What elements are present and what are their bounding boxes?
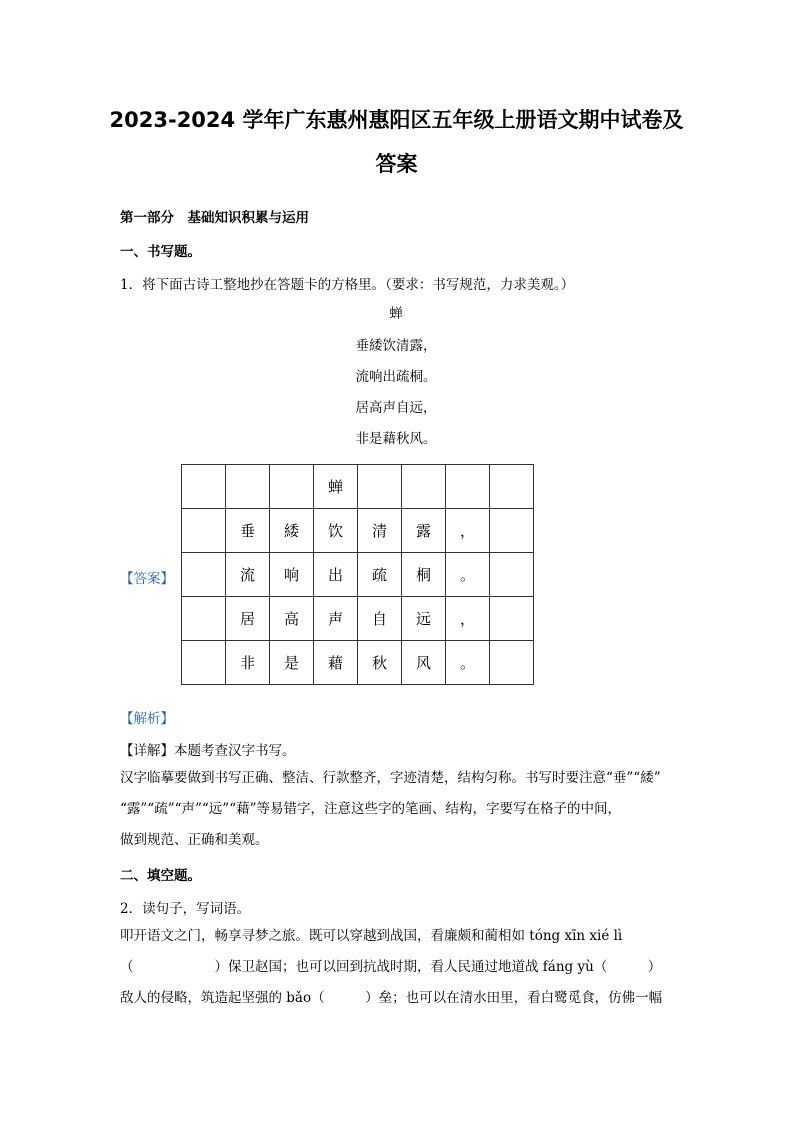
poem-line: 非是藉秋风。 [355, 431, 437, 447]
grid-cell: 自 [358, 597, 402, 641]
explanation-line: “露”“疏”“声”“远”“藉”等易错字，注意这些字的笔画、结构，字要写在格子的中间， [120, 801, 622, 817]
detail-text: 【详解】本题考查汉字书写。 [120, 743, 296, 759]
grid-cell [270, 465, 314, 509]
grid-cell: 疏 [358, 553, 402, 597]
grid-cell: ， [446, 509, 490, 553]
grid-cell: 露 [402, 509, 446, 553]
grid-row [182, 641, 534, 685]
grid-cell [490, 553, 534, 597]
grid-cell: 。 [446, 641, 490, 685]
explanation-line: 汉字临摹要做到书写正确、整洁、行款整齐，字迹清楚，结构匀称。书写时要注意“垂”“緌” [120, 770, 661, 786]
grid-cell: 。 [446, 553, 490, 597]
poem-title: 蝉 [389, 306, 403, 322]
grid-cell [226, 465, 270, 509]
grid-cell [490, 641, 534, 685]
grid-cell: 清 [358, 509, 402, 553]
grid-cell [182, 553, 226, 597]
question-1: 1．将下面古诗工整地抄在答题卡的方格里。（要求：书写规范，力求美观。） [120, 277, 575, 293]
title-line-1: 2023-2024 学年广东惠州惠阳区五年级上册语文期中试卷及 [109, 108, 684, 132]
part-heading: 第一部分 基础知识积累与运用 [120, 210, 309, 226]
question-2: 2．读句子，写词语。 [120, 901, 251, 917]
grid-cell: 桐 [402, 553, 446, 597]
explanation-line: 做到规范、正确和美观。 [120, 832, 269, 848]
grid-cell [490, 465, 534, 509]
grid-cell [182, 509, 226, 553]
grid-cell: 蝉 [314, 465, 358, 509]
grid-cell: 垂 [226, 509, 270, 553]
grid-cell: 居 [226, 597, 270, 641]
explanation [120, 763, 680, 856]
grid-cell: 高 [270, 597, 314, 641]
grid-cell: 出 [314, 553, 358, 597]
document-title [100, 98, 693, 186]
grid-cell: 风 [402, 641, 446, 685]
grid-cell: 非 [226, 641, 270, 685]
grid-cell: 饮 [314, 509, 358, 553]
grid-cell [402, 465, 446, 509]
title-line-2: 答案 [375, 152, 418, 176]
section-heading-1: 一、书写题。 [120, 244, 201, 260]
poem-line: 流响出疏桐。 [355, 369, 437, 385]
grid-cell: 是 [270, 641, 314, 685]
grid-cell: 远 [402, 597, 446, 641]
grid-row [182, 597, 534, 641]
grid-cell [446, 465, 490, 509]
question-2-passage [120, 921, 680, 1014]
analysis-label: 【解析】 [120, 711, 174, 727]
grid-cell [490, 509, 534, 553]
grid-cell [490, 597, 534, 641]
grid-cell [182, 641, 226, 685]
passage-line: 敌人的侵略，筑造起坚强的 bǎo（ ）垒；也可以在清水田里，看白鹭觅食，仿佛一幅 [120, 990, 663, 1006]
grid-row [182, 509, 534, 553]
grid-cell: 藉 [314, 641, 358, 685]
poem-line: 垂緌饮清露， [355, 338, 437, 354]
grid-cell [182, 597, 226, 641]
grid-row [182, 465, 534, 509]
grid-cell [358, 465, 402, 509]
grid-cell: 秋 [358, 641, 402, 685]
passage-line: （ ）保卫赵国；也可以回到抗战时期，看人民通过地道战 fáng yù（ ） [120, 959, 662, 975]
grid-cell [182, 465, 226, 509]
passage-line: 叩开语文之门，畅享寻梦之旅。既可以穿越到战国，看廉颇和蔺相如 tóng xīn xié lì [120, 928, 623, 944]
section-heading-2: 二、填空题。 [120, 868, 201, 884]
answer-grid [181, 464, 534, 685]
grid-cell: 緌 [270, 509, 314, 553]
grid-cell: 流 [226, 553, 270, 597]
answer-label: 【答案】 [120, 571, 174, 587]
grid-cell: ， [446, 597, 490, 641]
grid-row [182, 553, 534, 597]
grid-cell: 响 [270, 553, 314, 597]
grid-cell: 声 [314, 597, 358, 641]
poem-line: 居高声自远， [355, 400, 437, 416]
